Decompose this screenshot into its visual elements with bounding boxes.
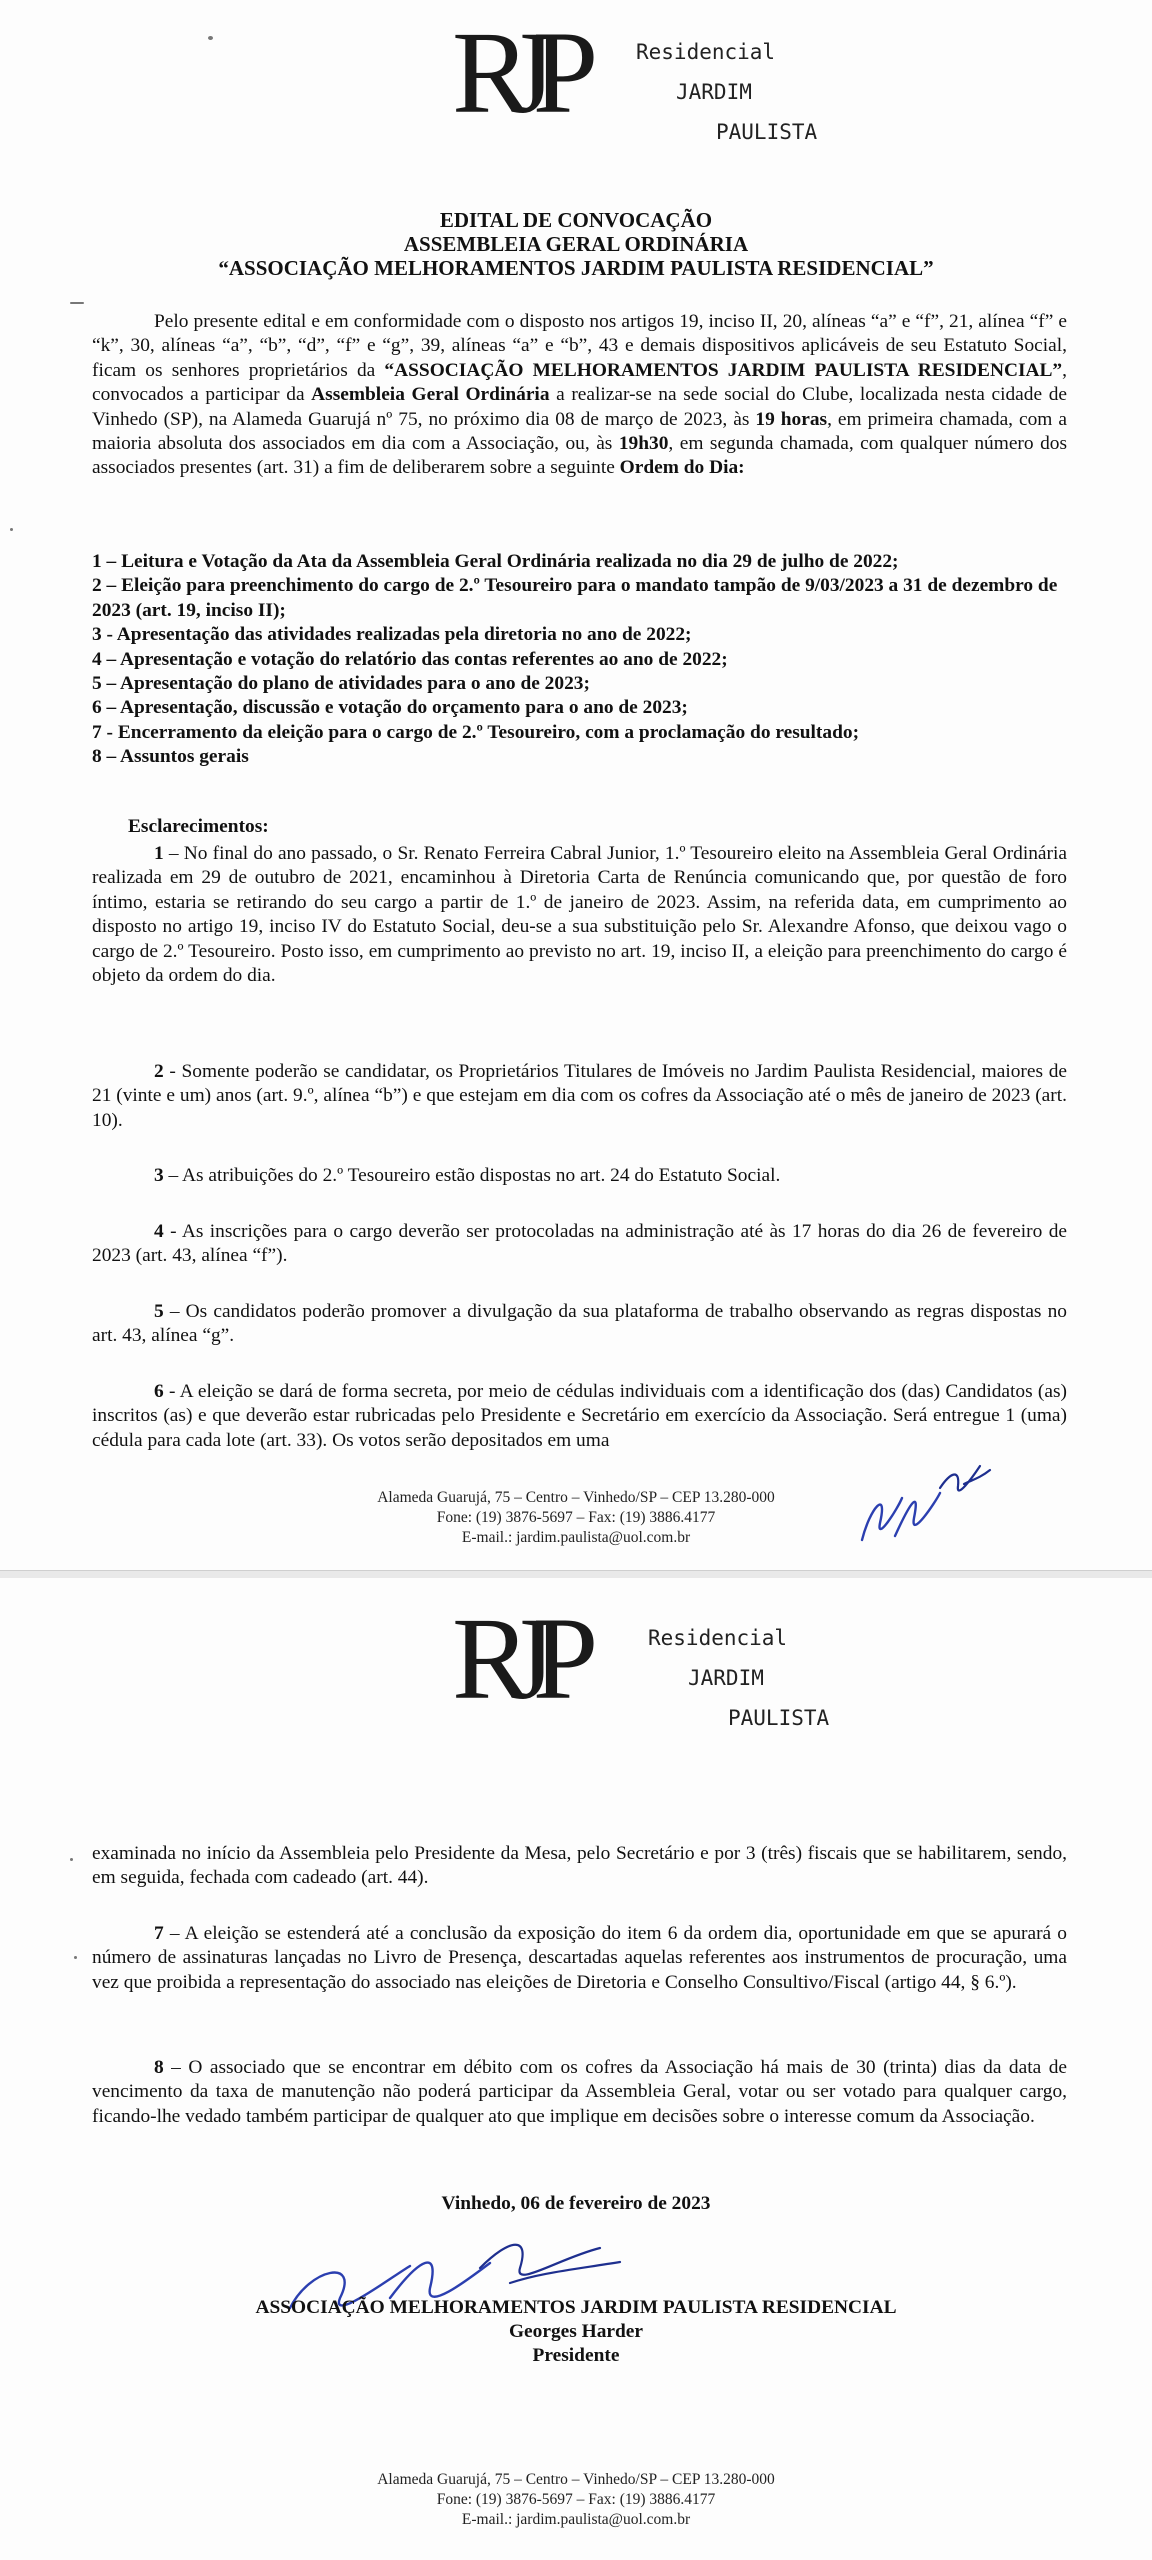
association-title: “ASSOCIAÇÃO MELHORAMENTOS JARDIM PAULISTA RESIDENCIAL” — [218, 256, 934, 280]
agenda-item: 5 – Apresentação do plano de atividades para o ano de 2023; — [92, 673, 590, 695]
document-page-2 — [0, 1578, 1152, 2560]
page2-footer — [0, 2470, 1152, 2530]
footer-email: E-mail.: jardim.paulista@uol.com.br — [461, 2511, 691, 2528]
rjp-logo — [452, 1593, 612, 1740]
signer-title: Presidente — [532, 2345, 620, 2366]
agenda-item: 8 – Assuntos gerais — [92, 746, 249, 768]
organization-name: ASSOCIAÇÃO MELHORAMENTOS JARDIM PAULISTA RESIDENCIAL — [255, 2297, 897, 2318]
agenda-item: 6 – Apresentação, discussão e votação do orçamento para o ano de 2023; — [92, 697, 688, 719]
logo-monogram — [452, 7, 577, 138]
footer-phone: Fone: (19) 3876-5697 – Fax: (19) 3886.4177 — [436, 1509, 716, 1526]
agenda-item: 4 – Apresentação e votação do relatório das contas referentes ao ano de 2022; — [92, 648, 728, 670]
agenda-item: 1 – Leitura e Votação da Ata da Assembleia Geral Ordinária realizada no dia 29 de julho de 2022; — [92, 551, 899, 572]
intro-paragraph: Pelo presente edital e em conformidade com o disposto nos artigos 19, inciso II, 20, alíneas “a” e “f”, 21, alínea “f” e “k”, 30, alíneas “a”, “b”, “d”, “f” e “g”, 39, alíneas “a” e “b”, 43 e demais dispositivos aplicáveis de seu Estatuto Social, ficam os senhores proprietários da “ASSOCIAÇÃO MELHORAMENTOS JARDIM PAULISTA RESIDENCIAL”, convocados a participar da Assembleia Geral Ordinária a realizar-se na sede social do Clube, localizada nesta cidade de Vinhedo (SP), na Alameda Guarujá nº 75, no próximo dia 08 de março de 2023, às 19 horas, em primeira chamada, com a maioria absoluta dos associados em dia com a Associação, ou, às 19h30, em segunda chamada, com qualquer número dos associados presentes (art. 31) a fim de deliberarem sobre a seguinte Ordem do Dia: — [92, 311, 1068, 479]
agenda-item: 3 - Apresentação das atividades realizadas pela diretoria no ano de 2022; — [92, 624, 692, 646]
clarification-4: 4 - As inscrições para o cargo deverão ser protocoladas na administração até às 17 horas do dia 26 de fevereiro de 2023 (art. 43, alínea “f”). — [92, 1221, 1067, 1267]
brand-line-paulista: PAULISTA — [728, 1706, 830, 1730]
document-title: EDITAL DE CONVOCAÇÃO — [439, 208, 713, 232]
brand-line-jardim: JARDIM — [688, 1666, 764, 1690]
logo-monogram-text: RJP — [452, 7, 577, 138]
brand-line-jardim: JARDIM — [676, 80, 752, 104]
clarification-2: 2 - Somente poderão se candidatar, os Proprietários Titulares de Imóveis no Jardim Paulista Residencial, maiores de 21 (vinte e um) anos (art. 9.º, alínea “b”) e que estejam em dia com os cofres da Associação até o mês de janeiro de 2023 (art. 10). — [92, 1061, 1067, 1131]
footer-email: E-mail.: jardim.paulista@uol.com.br — [461, 1529, 691, 1546]
clarification-7: 7 – A eleição se estenderá até a conclusão da exposição do item 6 da ordem dia, oportunidade em que se apurará o número de assinaturas lançadas no Livro de Presença, descartadas aquelas referentes aos instrumentos de procuração, uma vez que proibida a representação do associado nas eleições de Diretoria e Conselho Consultivo/Fiscal (artigo 44, § 6.º). — [92, 1923, 1067, 1993]
date-line: Vinhedo, 06 de fevereiro de 2023 — [441, 2193, 711, 2214]
document-subtitle: ASSEMBLEIA GERAL ORDINÁRIA — [403, 232, 749, 256]
agenda-item: 7 - Encerramento da eleição para o cargo de 2.º Tesoureiro, com a proclamação do resultado; — [92, 721, 860, 743]
clarification-5: 5 – Os candidatos poderão promover a divulgação da sua plataforma de trabalho observando as regras dispostas no art. 43, alínea “g”. — [92, 1301, 1067, 1347]
logo-monogram-text: RJP — [452, 1593, 577, 1724]
continuation-paragraph: examinada no início da Assembleia pelo Presidente da Mesa, pelo Secretário e por 3 (três) fiscais que se habilitarem, sendo, em seguida, fechada com cadeado (art. 44). — [92, 1843, 1067, 1889]
rjp-logo — [452, 7, 612, 154]
clarification-8: 8 – O associado que se encontrar em débito com os cofres da Associação há mais de 30 (trinta) dias da data de vencimento da taxa de manutenção não poderá participar da Assembleia Geral, votar ou ser votado para qualquer cargo, ficando-lhe vedado também participar de qualquer ato que implique em decisões sobre o interesse comum da Associação. — [92, 2057, 1067, 2127]
initials-signature — [840, 1448, 1010, 1558]
logo-monogram — [452, 1593, 577, 1724]
brand-line-residencial: Residencial — [636, 40, 776, 64]
clarification-3: 3 – As atribuições do 2.º Tesoureiro estão dispostas no art. 24 do Estatuto Social. — [154, 1165, 781, 1186]
brand-line-paulista: PAULISTA — [716, 120, 818, 144]
agenda-list — [92, 550, 1067, 770]
brand-line-residencial: Residencial — [648, 1626, 788, 1650]
footer-phone: Fone: (19) 3876-5697 – Fax: (19) 3886.4177 — [436, 2491, 716, 2508]
footer-address: Alameda Guarujá, 75 – Centro – Vinhedo/SP – CEP 13.280-000 — [377, 1489, 775, 1506]
clarification-6: 6 - A eleição se dará de forma secreta, por meio de cédulas individuais com a identificação dos (das) Candidatos (as) inscritos (as) e que deverão estar rubricadas pelo Presidente e Secretário em exercício da Associação. Será entregue 1 (uma) cédula para cada lote (art. 33). Os votos serão depositados em uma — [92, 1381, 1067, 1451]
footer-address: Alameda Guarujá, 75 – Centro – Vinhedo/SP – CEP 13.280-000 — [377, 2471, 775, 2488]
signer-name: Georges Harder — [508, 2321, 644, 2342]
clarification-1: 1 – No final do ano passado, o Sr. Renato Ferreira Cabral Junior, 1.º Tesoureiro eleito na Assembleia Geral Ordinária realizada em 29 de outubro de 2021, encaminhou à Diretoria Carta de Renúncia comunicando que, por questão de foro íntimo, estaria se retirando do seu cargo a partir de 1.º de janeiro de 2023. Assim, na referida data, em cumprimento ao disposto no artigo 19, inciso IV do Estatuto Social, deu-se a sua substituição pelo Sr. Alexandre Afonso, que deixou vago o cargo de 2.º Tesoureiro. Posto isso, em cumprimento ao previsto no art. 19, inciso II, a eleição para preenchimento do cargo é objeto da ordem do dia. — [92, 843, 1067, 987]
agenda-item: 2 – Eleição para preenchimento do cargo de 2.º Tesoureiro para o mandato tampão de 9/03/2023 a 31 de dezembro de 2023 (art. 19, inciso II); — [92, 575, 1058, 621]
clarifications-heading: Esclarecimentos: — [128, 816, 269, 837]
